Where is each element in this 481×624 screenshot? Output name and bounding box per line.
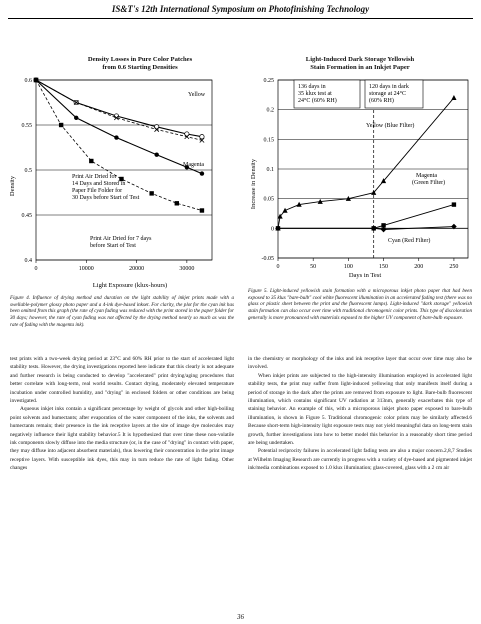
figure5-chart (240, 74, 476, 286)
figure5-ytick-label: 0.2 (266, 107, 274, 114)
figure4-ytick-label: 0.45 (21, 213, 32, 219)
figure4-note1 (72, 173, 140, 201)
figure5-box2-line1: 120 days in dark (369, 84, 409, 90)
left-column (10, 355, 234, 473)
right-paragraph-1: in the chemistry or morphology of the inks and ink receptive layer that occur over time may also be involved. (248, 356, 472, 371)
figure4-data-point (154, 153, 158, 157)
figure5-label-magenta (412, 173, 445, 186)
figure5-label-yellow: Yellow (Blue Filter) (366, 123, 415, 129)
figure5-series-line (278, 98, 454, 229)
figure5-data-point (451, 95, 456, 100)
figure4-data-point (175, 201, 179, 205)
figure5-xtick-label: 50 (310, 264, 317, 270)
figure5-xtick-label: 250 (449, 264, 459, 270)
figure4-caption: Figure 4. Influence of drying method and duration on the light stability of inkjet prints made with a swellable-polymer glossy photo paper and a 4-ink dye-based inkset. For clarity, the plot for the cyan ink has been omitted from this graph (the rate of cyan fading was reduced with the print stored in the paper folder for 30 days; however, the rate of cyan fading was not affected by the drying method nearly so much as was the rate of fading with the magenta ink). (10, 295, 234, 328)
figure5-xtick-label: 200 (414, 264, 424, 270)
figure4-data-point (149, 191, 153, 195)
figure5-ytick-label: 0.05 (263, 196, 274, 203)
figure5-box1-line2: 35 klux test at (298, 91, 332, 97)
figure5-series-line (278, 227, 454, 230)
figure4-series-line (36, 80, 202, 137)
figure5-title-line2: Stain Formation in an Inkjet Paper (310, 64, 410, 71)
figure4-note1-line4: 30 Days before Start of Test (72, 195, 140, 201)
figure4-title-line2: from 0.6 Starting Densities (102, 64, 178, 71)
figure4-data-point (59, 123, 63, 127)
figure5-ytick-label: 0 (271, 226, 274, 233)
figure5-data-point (452, 202, 456, 206)
figure5-label-magenta-line2: (Green Filter) (412, 180, 446, 186)
figure5-box1-line3: 24°C (60% RH) (298, 98, 337, 104)
figure4-data-point (200, 208, 204, 212)
figure5-box2-line2: storage at 24°C (369, 91, 407, 97)
figure5-ytick-label: 0.1 (266, 167, 274, 173)
figure5-series-line (278, 205, 454, 229)
running-header: IS&T's 12th International Symposium on Photofinishing Technology (111, 4, 370, 14)
figure5-box2-line3: (60% RH) (369, 98, 394, 104)
figure4-note1-line2: 14 Days and Stored in (72, 181, 126, 187)
figure4-data-point (74, 116, 78, 120)
figure5-caption: Figure 5. Light-induced yellowish stain formation with a microporous inkjet photo paper that had been exposed to 35 klux "bare-bulb" cool white fluorescent illumination in an accelerated fading test (there was no glass or plastic sheet between the print and the fluorescent lamps). Light-induced "dark storage" yellowish stain formation can also occur over time with traditional chromogenic color prints. This type of discoloration generally is more pronounced with materials exposed to the higher UV component of bare-bulb exposure. (248, 288, 472, 321)
right-paragraph-3: Potential reciprocity failures in accelerated light fading tests are also a major concern.2,8,7 Studies at Wilhelm Imaging Research are currently in progress with a variety of dye-based and pigmented inkjet ink/media combinations exposed to 1.0 klux illumination; glass-covered, glass with a 2 cm air (248, 448, 472, 472)
figure4-ytick-label: 0.6 (24, 78, 32, 84)
left-paragraph-2: Aqueous inkjet inks contain a significant percentage by weight of glycols and other high-boiling point solvents and humectants; after evaporation of the water component of the inks, the solvents and humectants remain; their presence in the ink receptive layers at the site of image dye molecules may negatively influence their light stability behavior.5 It is hypothesized that over time these non-volatile ink components slowly diffuse into the media structure (or, in the case of "drying" in contact with paper, they may diffuse into adjacent absorbent materials), thus lowering their concentration in the print image receptive layers. With susceptible ink dyes, this may in turn reduce the rate of light fading. Other changes (10, 406, 234, 472)
figure4-ylabel: Density (9, 175, 16, 197)
figure4-title (40, 56, 240, 72)
figure4-xtick-label: 0 (34, 266, 38, 272)
figure5-title-line1: Light-Induced Dark Storage Yellowish (305, 56, 415, 63)
figure4-ytick-label: 0.55 (21, 123, 32, 129)
figure5-ylabel: Increase in Density (250, 158, 257, 210)
figure4-data-point (200, 171, 204, 175)
figure4-note1-line1: Print Air Dried for (72, 174, 117, 180)
figure4-note2-line1: Print Air Dried for 7 days (90, 236, 152, 242)
figure4-chart (0, 74, 240, 294)
figure4-ytick-label: 0.4 (24, 258, 32, 264)
figure4-note1-line3: Paper File Folder for (72, 188, 123, 194)
figure4-xtick-label: 30000 (179, 266, 195, 272)
figure5-ytick-label: 0.25 (263, 78, 274, 84)
figure5-xtick-label: 100 (343, 264, 353, 270)
right-paragraph-2: When inkjet prints are subjected to the high-intensity illumination employed in accelerated light stability tests, the print may suffer from light-induced yellowing that only manifests itself during a period of storage in the dark after the prints are removed from exposure to light. Bare-bulb fluorescent illumination, which contains significant UV radiation at 313nm, generally exacerbates this type of staining behavior. An example of this, with a microporous inkjet photo paper exposed to bare-bulb illumination, is shown in Figure 5. Traditional chromogenic color prints may be similarly affected.6 Because short-term high-intensity light exposure tests may not yield meaningful data on long-term stain growth, further investigations into how to better model this behavior in a reasonably short time period are being undertaken. (248, 372, 472, 447)
figure5-label-cyan: Cyan (Red Filter) (388, 238, 431, 244)
figure5-box1-line1: 136 days in (298, 84, 326, 90)
figure5-label-magenta-line1: Magenta (416, 173, 437, 179)
figure5-data-point (282, 208, 287, 213)
page-number: 36 (237, 613, 244, 621)
figure4-label-yellow: Yellow (188, 92, 206, 98)
figure4-note2-line2: before Start of Test (90, 243, 136, 249)
figure4-data-point (34, 78, 38, 82)
figure4-data-point (114, 135, 118, 139)
figure5-xtick-label: 150 (379, 264, 389, 270)
figure4-xtick-label: 10000 (78, 266, 94, 272)
right-column (248, 355, 472, 473)
figure5-ytick-label: 0.15 (263, 137, 274, 144)
figure5-xtick-label: 0 (276, 264, 280, 270)
figure4-xtick-label: 20000 (129, 266, 145, 272)
figure5-xlabel: Days in Test (348, 272, 382, 279)
figure4-data-point (89, 159, 93, 163)
figure5-title (250, 56, 470, 72)
figure4-title-line1: Density Losses in Pure Color Patches (87, 56, 193, 63)
header-rule (8, 18, 473, 19)
figure4-xlabel: Light Exposure (klux-hours) (92, 282, 168, 289)
figure4-ytick-label: 0.5 (24, 168, 32, 174)
figure5-ytick-label: -0.05 (261, 256, 274, 262)
figure4-label-magenta: Magenta (183, 162, 204, 168)
figure4-note2 (90, 235, 153, 249)
left-paragraph-1: test prints with a two-week drying period at 23°C and 60% RH prior to the start of accelerated light stability tests. However, the drying investigations reported here indicate that this clearly is not adequate and further research is being conducted to develop "accelerated" print drying/aging procedures that better correlate with long-term, real world results. Contact drying, moderately elevated temperature incubation under controlled humidity, and "drying" in enclosed folders or other conditions are being investigated. (10, 356, 234, 405)
